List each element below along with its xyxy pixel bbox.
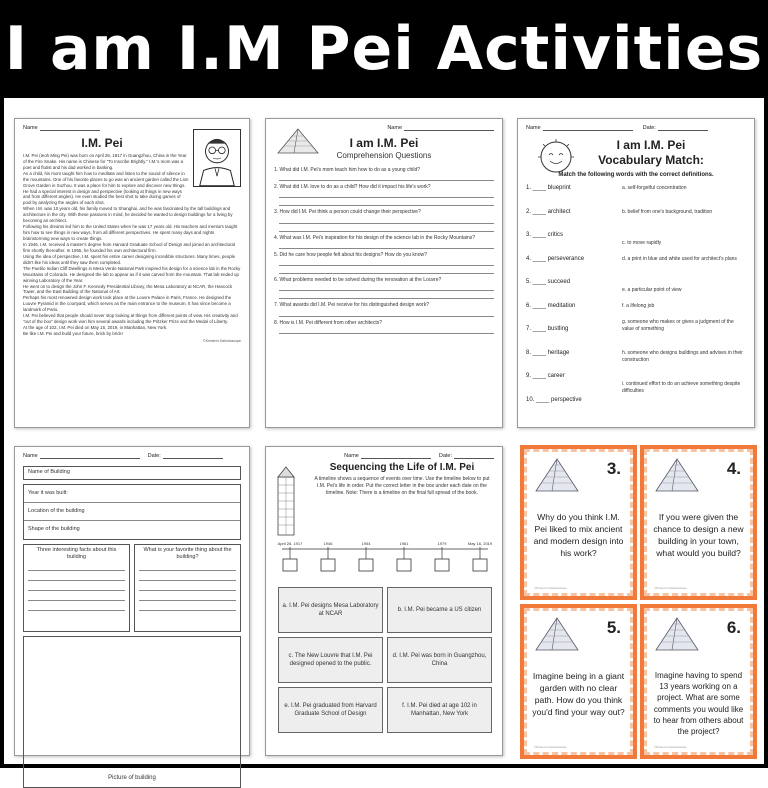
task-card [520,445,637,600]
timeline-answer-box[interactable] [359,559,373,571]
task-card [520,604,637,759]
vocab-definition: e. a particular point of view [622,286,682,293]
answer-line [279,266,494,274]
name-line [543,125,633,131]
biography-page [14,118,250,428]
name-of-building-field[interactable]: Name of Building [23,466,241,480]
comprehension-page [265,118,503,428]
name-date-row [526,125,746,132]
answer-line [279,173,494,181]
vocab-word: 5. ____ succeed [526,279,571,286]
timeline-date-label: 1954 [361,541,371,546]
name-label: Name [526,125,541,131]
timeline-answer-box[interactable] [397,559,411,571]
question-item [274,277,494,299]
name-line [40,125,100,131]
question-item [274,209,494,231]
vocab-definition: d. a print in blue and white used for architect's plans [622,255,737,262]
picture-box[interactable] [23,636,241,788]
event-card: e. I.M. Pei graduated from Harvard Graduate School of Design [278,687,383,733]
name-date-row [274,453,494,460]
timeline-date-label: 1979 [437,541,447,546]
answer-line [28,591,125,601]
date-label: Date: [642,125,656,131]
favorite-box[interactable] [134,544,241,632]
question-text: 7. What awards did I.M. Pei receive for his distinguished design work? [274,302,430,309]
timeline-answer-box[interactable] [283,559,297,571]
comprehension-title: I am I.M. Pei [349,135,419,150]
location-field[interactable]: Location of the building [24,503,240,521]
timeline [278,533,492,583]
favorite-heading: What is your favorite thing about the building? [143,546,232,560]
vocab-word: 7. ____ bustling [526,326,569,333]
timeline-date-label: May 16, 2019 [467,541,493,546]
date-line [454,453,494,459]
building-details-box [23,484,241,540]
timeline-date-label: 1961 [399,541,409,546]
card-number: 6. [726,618,741,637]
vocab-word: 6. ____ meditation [526,302,576,309]
question-item [274,252,494,274]
vocab-word: 10. ____ perspective [526,396,582,403]
question-text: 8. How is I.M. Pei different from other architects? [274,319,383,326]
building-page [14,446,250,782]
credit: ©Kristen's Kaleidoscope [654,586,687,590]
vocab-definition: i. continued effort to do an achieve something despite difficulties [622,380,741,395]
task-card [640,445,757,600]
timeline-title: Sequencing the Life of I.M. Pei [329,461,475,473]
answer-line [279,283,494,291]
answer-line [279,198,494,206]
event-card: f. I.M. Pei died at age 102 in Manhattan, New York [387,687,492,733]
answer-line [139,571,236,581]
credit: ©Kristen's Kaleidoscope [534,745,567,749]
word-column [526,185,618,420]
answer-line [28,561,125,571]
facts-row [23,544,241,632]
credit: ©Kristen's Kaleidoscope [203,338,241,343]
name-date-row [23,453,241,460]
facts-box[interactable] [23,544,130,632]
answer-line [279,258,494,266]
name-line [40,453,140,459]
comprehension-subtitle: Comprehension Questions [336,150,432,160]
answer-line [279,224,494,232]
name-label: Name [387,125,402,131]
question-item [274,235,494,249]
vocab-word: 8. ____ heritage [526,349,570,356]
question-text: 3. How did I.M. Pei think a person could change their perspective? [274,209,421,216]
portrait-illustration [193,129,241,187]
vocab-word: 3. ____ critics [526,232,564,239]
question-item [274,184,494,206]
timeline-answer-box[interactable] [321,559,335,571]
event-card: c. The New Louvre that I.M. Pei designed opened to the public. [278,637,383,683]
answer-line [279,190,494,198]
timeline-date-label: April 26, 1917 [277,541,303,546]
biography-text-body: When I.M. was 10 years old, his family moved to Shanghai, and he was fascinated by the tall buildings and architecture in the city. With these passions in mind, he decided he wanted to design buildings for a living by becoming an architect. Following his dreams led him to the United States when he was 17 years old. His teachers and mentors taught him how to see things in new ways, from all different perspectives. He spent many days and nights brainstorming new ways to create things. In 1946, I.M. received a master's degree from Harvard Graduate School of Design and joined an architectural firm shortly thereafter. In 1955, he founded his own architectural firm. Using the idea of perspective, I.M. spent his entire career designing incredible structures. Many times, people didn't like his ideas until they saw them completed. The Pueblo Indian Cliff Dwellings in Mesa Verde National Park inspired his design for a science lab in the Rocky Mountains of Colorado. He designed the lab to appear as if it was carved from the mountain. That lab ended up winning Laboratory of the Year. He went on to design the John F. Kennedy Presidential Library, the Mesa Laboratory at NCAR, the Hancock Tower, and the East Building of the National of Art. Perhaps his most renowned design work took place at the Louvre Palace in Paris, France. He designed the Louvre Pyramid in the courtyard, which serves as the main entrance to the museum. It has since become a landmark of Paris. I.M. Pei believed that people should never stop looking at things from different points of view. His creativity and "out of the box" design work won him several awards including the Pritzker Prize and the Medal of Liberty. At the age of 102, I.M. Pei died on May 16, 2019, in Manhattan, New York. Be like I.M. Pei and build your future, brick by brick! [23,206,241,336]
answer-line [28,601,125,611]
year-built-field[interactable]: Year it was built: [24,485,240,503]
card-prompt: Imagine having to spend 13 years working on a project. What are some comments you would like to hear from others about the project? [653,671,744,736]
question-text: 1. What did I.M. Pei's mom teach him how to do as a young child? [274,166,421,173]
smiley-icon [536,137,576,177]
event-card: b. I.M. Pei became a US citizen [387,587,492,633]
facts-heading: Three interesting facts about this building [36,546,117,560]
credit: ©Kristen's Kaleidoscope [534,586,567,590]
answer-line [28,581,125,591]
name-label: Name [344,453,359,459]
card-number: 5. [606,618,621,637]
biography-title: I.M. Pei [81,135,123,150]
shape-field[interactable]: Shape of the building [28,525,80,532]
picture-label: Picture of building [108,775,156,782]
credit: ©Kristen's Kaleidoscope [654,745,687,749]
biography-text-intro: I.M. Pei (Ieoh Ming Pei) was born on April 26, 1917 in Guangzhou, China in the Year of the Fire Snake. His name is Chinese for "To Inscribe Brightly." I.M.'s mom was a poet and flutist and his dad worked in banking. As a child, his mom taught him how to meditate and listen to the sound of silence in the mountains. One of his favorite places to go was an ancient garden called the Lion Grove Garden in Suzhou. It was a place for him to explore and discover new things. He had a special interest in design and perspective (looking at things in new ways and from different angles). He even studied the best shot to take during games of pool by analyzing the angles of each shot. [23,152,189,206]
banner-title: I am I.M Pei Activities [4,14,764,84]
vocab-word: 4. ____ perseverance [526,255,585,262]
pyramid-icon [534,616,580,654]
timeline-answer-box[interactable] [435,559,449,571]
event-grid [278,587,492,733]
question-text: 6. What problems needed to be solved during the renovation at the Louvre? [274,277,442,284]
vocabulary-match [526,185,746,420]
answer-line [139,591,236,601]
timeline-date-label: 1946 [323,541,333,546]
card-prompt: Why do you think I.M. Pei liked to mix ancient and modern design into his work? [533,512,624,559]
answer-line [279,216,494,224]
name-label: Name [23,453,38,459]
event-card: d. I.M. Pei was born in Guangzhou, China [387,637,492,683]
answer-line [139,581,236,591]
question-text: 5. Did he care how people felt about his designs? How do you know? [274,251,427,258]
answer-line [279,291,494,299]
vocab-definition: f. a lifelong job [622,302,655,309]
vocab-word: 9. ____ career [526,373,565,380]
timeline-description: A timeline shows a sequence of events over time. Use the timeline below to put I.M. Pei's life in order. Put the correct letter in the box under each date on the timeline. Note: There is a timeline on the final full spread of the book. [314,476,490,496]
question-item [274,167,494,181]
date-line [163,453,223,459]
answer-line [279,326,494,334]
pyramid-icon [534,457,580,495]
timeline-page [265,446,503,756]
card-prompt: Imagine being in a giant garden with no clear path. How do you think you'd find your way out? [532,671,625,718]
task-card [640,604,757,759]
date-label: Date: [438,453,452,459]
question-item [274,320,494,334]
date-label: Date: [147,453,161,459]
card-prompt: If you were given the chance to design a new building in your town, what would you build? [653,512,744,559]
vocabulary-page [517,118,755,428]
vocab-word: 2. ____ architect [526,208,571,215]
vocab-definition: a. self-forgetful concentration [622,185,687,192]
card-number: 4. [726,459,741,478]
vocab-definition: g. someone who makes or gives a judgment of the value of something [622,318,734,333]
answer-line [139,561,236,571]
vocabulary-title: I am I.M. Pei [616,137,686,152]
name-line [361,453,431,459]
event-card: a. I.M. Pei designs Mesa Laboratory at NCAR [278,587,383,633]
vocab-definition: c. to move rapidly [622,239,662,246]
pyramid-icon [276,127,320,157]
banner [0,0,768,98]
answer-line [28,571,125,581]
question-text: 4. What was I.M. Pei's inspiration for his design of the science lab in the Rocky Mountains? [274,234,476,241]
answer-line [279,241,494,249]
name-label: Name [23,125,38,131]
definition-column [622,185,746,420]
question-item [274,302,494,316]
pyramid-icon [654,457,700,495]
date-line [658,125,708,131]
name-line [404,125,494,131]
vocab-word: 1. ____ blueprint [526,185,571,192]
timeline-answer-box[interactable] [473,559,487,571]
vocab-definition: b. belief from one's background, tradition [622,208,713,215]
question-text: 2. What did I.M. love to do as a child? How did it impact his life's work? [274,184,431,191]
vocabulary-subtitle: Vocabulary Match: [598,152,704,167]
answer-line [139,601,236,611]
pyramid-icon [654,616,700,654]
answer-line [279,309,494,317]
vocabulary-instructions: Match the following words with the correct definitions. [558,171,714,178]
tower-illustration [274,465,298,535]
vocab-definition: h. someone who designs buildings and advises in their construction [622,349,743,364]
card-number: 3. [606,459,621,478]
